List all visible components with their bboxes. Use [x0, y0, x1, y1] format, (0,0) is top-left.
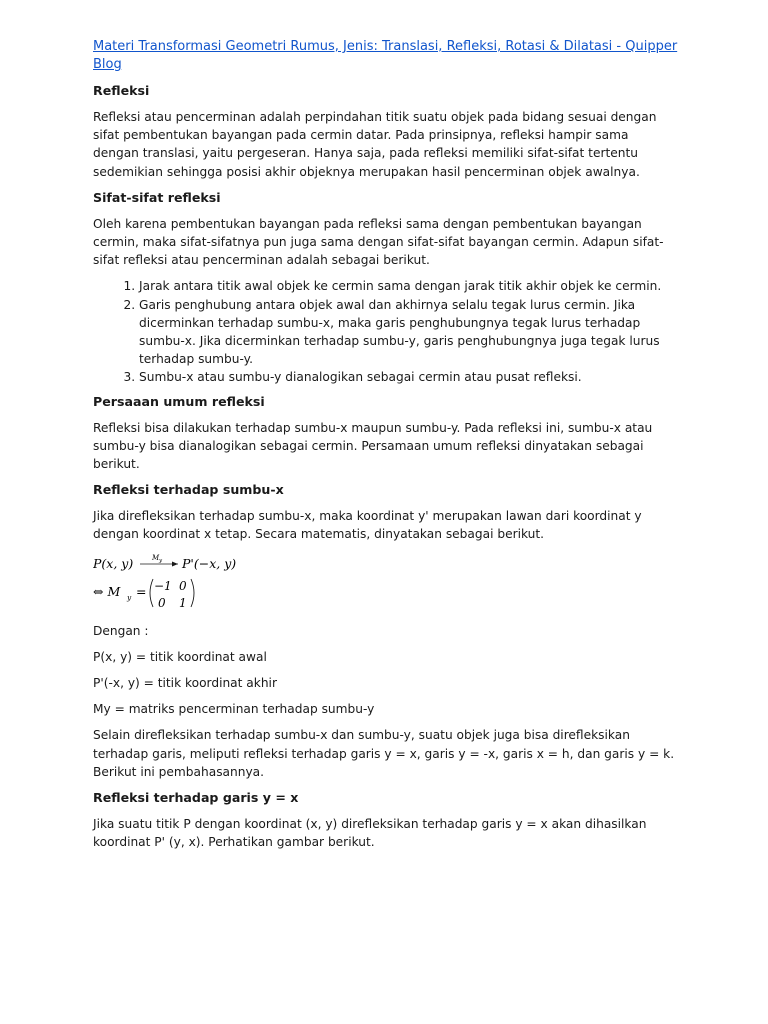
matrix-cell: 1 — [179, 595, 187, 610]
matrix-cell: 0 — [158, 595, 166, 610]
formula-sub: y — [127, 592, 132, 602]
heading-refleksi: Refleksi — [93, 83, 150, 98]
definition-line: P'(-x, y) = titik koordinat akhir — [93, 676, 277, 691]
list-item: 2. Garis penghubung antara objek awal dan akhirnya selalu tegak lurus cermin. Jika dicerminkan terhadap sumbu-x, maka garis penghubungnya tegak lurus terhadap sumbu-x. Jika dicerminkan terhadap sumbu-y, garis penghubungnya juga tegak lurus terhadap sumbu-y. — [139, 296, 678, 369]
matrix-cell: −1 — [154, 578, 172, 593]
matrix-cell: 0 — [179, 578, 187, 593]
heading-sifat-refleksi: Sifat-sifat refleksi — [93, 189, 221, 205]
formula-svg — [93, 552, 263, 614]
dengan-label: Dengan : — [93, 623, 149, 638]
definition-line: P(x, y) = titik koordinat awal — [93, 649, 267, 664]
heading-persamaan-umum: Persaaan umum refleksi — [93, 393, 265, 409]
heading-refleksi-sumbu-x: Refleksi terhadap sumbu-x — [93, 482, 284, 498]
paragraph-persamaan-umum: Refleksi bisa dilakukan terhadap sumbu-x maupun sumbu-y. Pada refleksi ini, sumbu-x atau sumbu-y bisa dianalogikan sebagai cermin. Persamaan umum refleksi dinyatakan sebagai berikut. — [93, 420, 653, 472]
matrix-left-paren — [150, 579, 153, 607]
formula-equivalence: ⇔ M — [93, 583, 121, 599]
source-link[interactable]: Materi Transformasi Geometri Rumus, Jenis: Translasi, Refleksi, Rotasi & Dilatasi - Quipper Blog — [93, 39, 678, 72]
arrow-label: M — [152, 553, 160, 562]
paragraph-refleksi-garis-y-x: Jika suatu titik P dengan koordinat (x, y) direfleksikan terhadap garis y = x akan dihasilkan koordinat P' (y, x). Perhatikan gambar berikut. — [93, 817, 647, 850]
arrow-sub: y — [159, 557, 163, 564]
sifat-list — [93, 277, 678, 386]
formula-right: P'(−x, y) — [182, 555, 237, 571]
matrix-right-paren — [191, 579, 194, 607]
paragraph-refleksi-sumbu-x: Jika direfleksikan terhadap sumbu-x, maka koordinat y' merupakan lawan dari koordinat y dengan koordinat x tetap. Secara matematis, dinyatakan sebagai berikut. — [93, 509, 642, 542]
formula-left: P(x, y) — [93, 555, 134, 571]
document-page — [93, 38, 678, 859]
list-item: 1. Jarak antara titik awal objek ke cermin sama dengan jarak titik akhir objek ke cermin. — [139, 277, 678, 295]
paragraph-sifat-refleksi: Oleh karena pembentukan bayangan pada refleksi sama dengan pembentukan bayangan cermin, maka sifat-sifatnya pun juga sama dengan sifat-sifat bayangan cermin. Adapun sifat-sifat refleksi atau pencerminan adalah sebagai berikut. — [93, 216, 664, 268]
reflection-formula — [93, 552, 678, 614]
paragraph-refleksi: Refleksi atau pencerminan adalah perpindahan titik suatu objek pada bidang sesuai dengan sifat pembentukan bayangan pada cermin datar. Pada prinsipnya, refleksi hampir sama dengan translasi, yaitu pergeseran. Hanya saja, pada refleksi memiliki sifat-sifat tertentu sedemikian sehingga posisi akhir objeknya merupakan hasil pencerminan objek awalnya. — [93, 110, 657, 179]
paragraph-refleksi-garis-intro: Selain direfleksikan terhadap sumbu-x dan sumbu-y, suatu objek juga bisa direfleksikan terhadap garis, meliputi refleksi terhadap garis y = x, garis y = -x, garis x = h, dan garis y = k. Berikut ini pembahasannya. — [93, 728, 675, 779]
definition-line: My = matriks pencerminan terhadap sumbu-y — [93, 702, 375, 717]
heading-refleksi-garis-y-x: Refleksi terhadap garis y = x — [93, 790, 299, 806]
list-item: 3. Sumbu-x atau sumbu-y dianalogikan sebagai cermin atau pusat refleksi. — [139, 368, 678, 386]
arrow-head — [172, 561, 178, 566]
formula-equals: = — [136, 583, 147, 599]
